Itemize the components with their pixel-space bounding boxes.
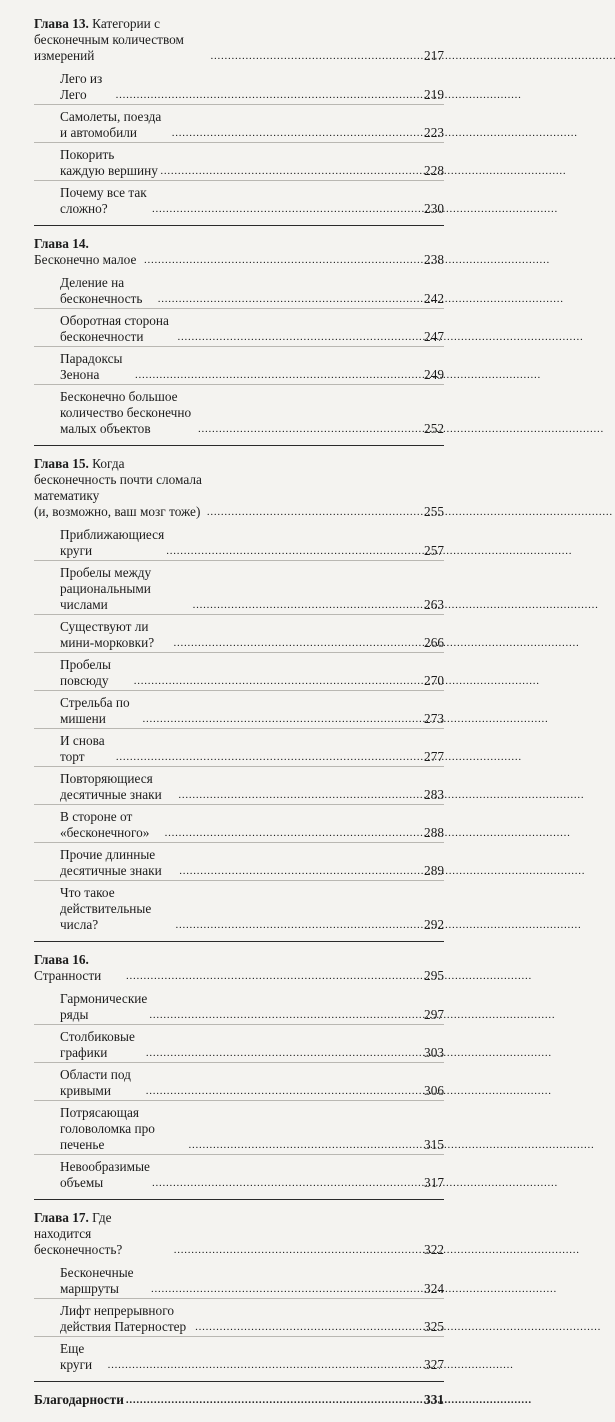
chapter-17 xyxy=(34,1208,444,1382)
page-number: 289 xyxy=(424,863,444,878)
section-title: Невообразимые объемы xyxy=(60,1159,150,1190)
section-title: Покорить каждую вершину xyxy=(60,147,158,178)
page-number: 247 xyxy=(424,329,444,344)
section-title: Самолеты, поезда и автомобили xyxy=(60,109,162,140)
chapter-label: Глава 15. xyxy=(34,456,89,471)
dot-leader xyxy=(135,370,416,380)
chapter-title xyxy=(34,236,142,268)
page-number: 252 xyxy=(424,421,444,436)
section-entry[interactable] xyxy=(34,145,444,181)
chapter-title-text: Странности xyxy=(34,968,102,983)
page-number: 255 xyxy=(424,504,444,519)
chapter-heading[interactable] xyxy=(34,950,444,985)
section-title xyxy=(60,389,196,437)
chapter-title-text: Где находится бесконечность? xyxy=(34,1210,123,1257)
chapter-16 xyxy=(34,950,444,1200)
page-number: 273 xyxy=(424,711,444,726)
chapter-title-text: Категории с бесконечным количеством измерений xyxy=(34,16,184,63)
dot-leader xyxy=(165,828,416,838)
section-title: Потрясающая головоломка про печенье xyxy=(60,1105,155,1152)
dot-leader xyxy=(177,332,416,342)
section-entry[interactable] xyxy=(34,273,444,309)
page-number: 288 xyxy=(424,825,444,840)
dot-leader xyxy=(195,1322,416,1332)
chapter-13 xyxy=(34,14,444,226)
dot-leader xyxy=(189,1140,416,1150)
dot-leader xyxy=(116,752,416,762)
page-number: 317 xyxy=(424,1175,444,1190)
section-title: Существуют ли мини-морковки? xyxy=(60,619,155,650)
dot-leader xyxy=(144,255,416,265)
section-entry[interactable] xyxy=(34,845,444,881)
dot-leader xyxy=(149,1010,416,1020)
section-title: Лифт непрерывного действия Патерностер xyxy=(60,1303,187,1334)
acknowledgements-title: Благодарности xyxy=(34,1392,124,1407)
section-entry[interactable] xyxy=(34,807,444,843)
page-number: 315 xyxy=(424,1137,444,1152)
page-number: 303 xyxy=(424,1045,444,1060)
page-number: 306 xyxy=(424,1083,444,1098)
section-entry[interactable] xyxy=(34,563,444,615)
chapter-heading[interactable] xyxy=(34,1208,444,1259)
dot-leader xyxy=(126,1395,416,1405)
page-number: 257 xyxy=(424,543,444,558)
section-entry[interactable] xyxy=(34,1263,444,1299)
section-title: Приближающиеся круги xyxy=(60,527,165,558)
chapter-label: Глава 16. xyxy=(34,952,89,967)
section-title: Повторяющиеся десятичные знаки xyxy=(60,771,162,802)
section-entry[interactable] xyxy=(34,1339,444,1374)
section-title: Пробелы между рациональными числами xyxy=(60,565,152,612)
section-title: Области под кривыми xyxy=(60,1067,131,1098)
section-title: Бесконечные маршруты xyxy=(60,1265,134,1296)
section-entry[interactable] xyxy=(34,769,444,805)
dot-leader xyxy=(134,676,416,686)
section-entry[interactable] xyxy=(34,989,444,1025)
chapter-title-line1: Когда бесконечность почти сломала математику xyxy=(34,456,202,503)
page-number: 217 xyxy=(424,48,444,63)
section-title: Пробелы повсюду xyxy=(60,657,111,688)
dot-leader xyxy=(172,128,416,138)
section-entry[interactable] xyxy=(34,731,444,767)
section-entry[interactable] xyxy=(34,1301,444,1337)
page-number: 324 xyxy=(424,1281,444,1296)
dot-leader xyxy=(179,866,416,876)
section-title: Гармонические ряды xyxy=(60,991,148,1022)
dot-leader xyxy=(175,920,416,930)
chapter-heading[interactable] xyxy=(34,14,444,65)
page-number: 327 xyxy=(424,1357,444,1372)
page-number: 238 xyxy=(424,252,444,267)
page-number: 230 xyxy=(424,201,444,216)
section-entry[interactable] xyxy=(34,617,444,653)
page-number: 325 xyxy=(424,1319,444,1334)
page-number: 242 xyxy=(424,291,444,306)
section-entry[interactable] xyxy=(34,1157,444,1192)
section-entry[interactable] xyxy=(34,69,444,105)
section-title: Прочие длинные десятичные знаки xyxy=(60,847,162,878)
chapter-label: Глава 14. xyxy=(34,236,89,251)
page-number: 249 xyxy=(424,367,444,382)
dot-leader xyxy=(174,638,416,648)
chapter-title xyxy=(34,456,205,520)
page-number: 219 xyxy=(424,87,444,102)
chapter-label: Глава 17. xyxy=(34,1210,89,1225)
section-title: Стрельба по мишени xyxy=(60,695,130,726)
section-entry[interactable] xyxy=(34,525,444,561)
chapter-title-text: Бесконечно малое xyxy=(34,252,137,267)
page-number: 223 xyxy=(424,125,444,140)
dot-leader xyxy=(166,546,416,556)
dot-leader xyxy=(151,1284,416,1294)
dot-leader xyxy=(152,1178,416,1188)
page-number: 283 xyxy=(424,787,444,802)
section-title: Парадоксы Зенона xyxy=(60,351,123,382)
section-title: Лего из Лего xyxy=(60,71,103,102)
page-number: 297 xyxy=(424,1007,444,1022)
section-entry[interactable] xyxy=(34,183,444,218)
section-entry[interactable] xyxy=(34,1103,444,1155)
chapter-label: Глава 13. xyxy=(34,16,89,31)
section-title: Что такое действительные числа? xyxy=(60,885,152,932)
dot-leader xyxy=(198,424,416,434)
dot-leader xyxy=(158,294,416,304)
chapter-heading[interactable] xyxy=(34,454,444,521)
chapter-title-line2: (и, возможно, ваш мозг тоже) xyxy=(34,504,201,519)
section-entry[interactable] xyxy=(34,1065,444,1101)
page-number: 228 xyxy=(424,163,444,178)
dot-leader xyxy=(116,90,416,100)
chapter-15 xyxy=(34,454,444,942)
section-entry[interactable] xyxy=(34,883,444,934)
dot-leader xyxy=(146,1048,416,1058)
chapter-title xyxy=(34,952,124,984)
section-title: Оборотная сторона бесконечности xyxy=(60,313,169,344)
table-of-contents xyxy=(34,14,444,1422)
acknowledgements xyxy=(34,1390,444,1414)
dot-leader xyxy=(142,714,416,724)
section-title: В стороне от «бесконечного» xyxy=(60,809,150,840)
section-entry[interactable] xyxy=(34,655,444,691)
page-number: 292 xyxy=(424,917,444,932)
dot-leader xyxy=(178,790,416,800)
chapter-title xyxy=(34,16,208,64)
section-entry[interactable] xyxy=(34,107,444,143)
acknowledgements-entry[interactable] xyxy=(34,1390,444,1409)
dot-leader xyxy=(146,1086,416,1096)
section-title: И снова торт xyxy=(60,733,105,764)
dot-leader xyxy=(207,507,416,517)
dot-leader xyxy=(108,1360,416,1370)
section-entry[interactable] xyxy=(34,1027,444,1063)
page-number: 263 xyxy=(424,597,444,612)
dot-leader xyxy=(126,971,416,981)
chapter-heading[interactable] xyxy=(34,234,444,269)
dot-leader xyxy=(174,1245,416,1255)
section-entry[interactable] xyxy=(34,387,444,438)
section-entry[interactable] xyxy=(34,349,444,385)
page-number: 331 xyxy=(424,1392,444,1407)
page-number: 270 xyxy=(424,673,444,688)
page-number: 266 xyxy=(424,635,444,650)
section-entry[interactable] xyxy=(34,311,444,347)
chapter-title xyxy=(34,1210,172,1258)
chapter-14 xyxy=(34,234,444,446)
page-number: 277 xyxy=(424,749,444,764)
page-number: 295 xyxy=(424,968,444,983)
dot-leader xyxy=(193,600,416,610)
dot-leader xyxy=(210,51,416,61)
section-title-line1: Бесконечно большое количество бесконечно xyxy=(60,389,192,420)
section-title-line2: малых объектов xyxy=(60,421,151,436)
section-entry[interactable] xyxy=(34,693,444,729)
dot-leader xyxy=(160,166,416,176)
section-title: Столбиковые графики xyxy=(60,1029,135,1060)
section-title: Деление на бесконечность xyxy=(60,275,143,306)
section-title: Почему все так сложно? xyxy=(60,185,147,216)
page-number: 322 xyxy=(424,1242,444,1257)
dot-leader xyxy=(152,204,416,214)
section-title: Еще круги xyxy=(60,1341,93,1372)
